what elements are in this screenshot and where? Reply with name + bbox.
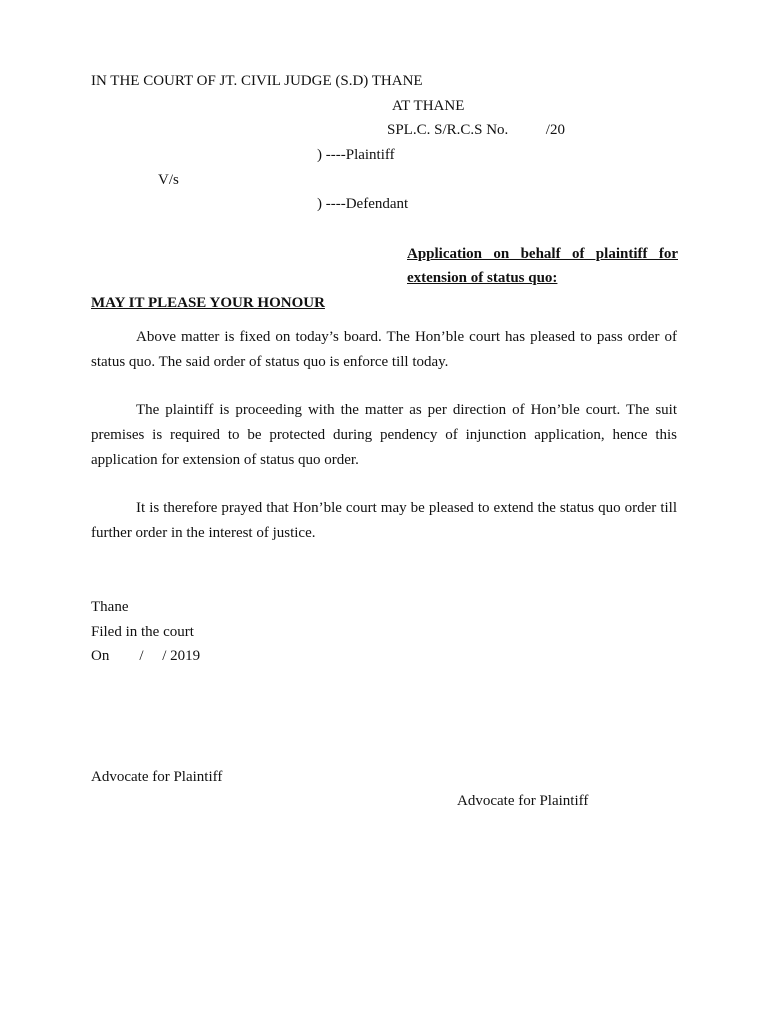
paragraph-1: Above matter is fixed on today’s board. The Hon’ble court has pleased to pass order of status quo. The said order of status quo is enforce till today.: [91, 329, 677, 370]
application-subject: Application on behalf of plaintiff for extension of status quo:: [407, 246, 678, 286]
filing-place: Thane: [91, 599, 129, 615]
defendant-label: ) ----Defendant: [317, 196, 409, 212]
paragraph-2: The plaintiff is proceeding with the matter as per direction of Hon’ble court. The suit premises is required to be protected during pendency of injunction application, hence this application for extension of status quo order.: [91, 402, 677, 468]
court-title: IN THE COURT OF JT. CIVIL JUDGE (S.D) THANE: [91, 73, 423, 89]
filing-label: Filed in the court: [91, 624, 194, 640]
signature-right: Advocate for Plaintiff: [457, 793, 589, 809]
signature-left: Advocate for Plaintiff: [91, 769, 223, 785]
paragraph-3: It is therefore prayed that Hon’ble court may be pleased to extend the status quo order till further order in the interest of justice.: [91, 500, 677, 541]
salutation: MAY IT PLEASE YOUR HONOUR: [91, 295, 325, 311]
versus-label: V/s: [158, 172, 179, 188]
filing-date: On / / 2019: [91, 648, 201, 664]
plaintiff-label: ) ----Plaintiff: [317, 147, 395, 163]
case-number: SPL.C. S/R.C.S No. /20: [387, 122, 565, 138]
court-place: AT THANE: [392, 98, 465, 114]
